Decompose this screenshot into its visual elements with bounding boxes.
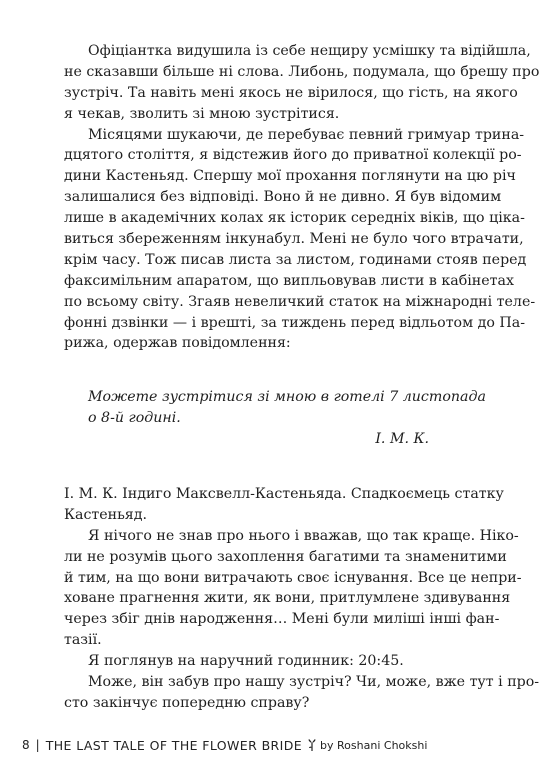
quote-block xyxy=(64,387,486,450)
text-line: сто закінчує попередню справу? xyxy=(64,694,310,711)
text-line: фонні дзвінки — і врешті, за тиждень перед відльотом до Па- xyxy=(64,314,526,331)
text-line: я чекав, зволить зі мною зустрітися. xyxy=(64,105,340,122)
text-line: ли не розумів цього захоплення багатими та знаменитими xyxy=(64,548,507,565)
quote-line: Можете зустрітися зі мною в готелі 7 листопада xyxy=(88,389,486,405)
text-line: факсимільним апаратом, що випльовував листи в кабінетах xyxy=(64,272,514,289)
text-line: лише в академічних колах як історик середніх віків, що ціка- xyxy=(64,210,525,227)
text-line: по всьому світу. Згаяв невеличкий статок на міжнародні теле- xyxy=(64,293,536,310)
author-name: by Roshani Chokshi xyxy=(320,738,428,752)
text-line: Я нічого не знав про нього і вважав, що так краще. Ніко- xyxy=(88,527,519,544)
text-line: виться збереженням інкунабул. Мені не було чого втрачати, xyxy=(64,231,524,248)
footer-separator: | xyxy=(35,738,40,752)
paragraph-block-1 xyxy=(64,41,539,354)
flower-icon xyxy=(307,738,317,752)
text-line: зустріч. Та навіть мені якось не вірилося, що гість, на якого xyxy=(64,84,518,101)
page-number: 8 xyxy=(22,738,30,752)
text-line: рижа, одержав повідомлення: xyxy=(64,335,291,352)
text-line: Я поглянув на наручний годинник: 20:45. xyxy=(88,653,404,670)
text-line: залишалися без відповіді. Воно й не дивно. Я був відомим xyxy=(64,189,502,206)
paragraph-block-2 xyxy=(64,484,539,714)
text-line: Може, він забув про нашу зустріч? Чи, може, вже тут і про- xyxy=(88,674,539,691)
text-line: й тим, на що вони витрачають своє існування. Все це непри- xyxy=(64,569,522,586)
page-footer xyxy=(22,735,427,755)
text-line: Офіціантка видушила із себе нещиру усмішку та відійшла, xyxy=(88,43,531,59)
text-line: ховане прагнення жити, як вони, притлумлене здивування xyxy=(64,590,511,607)
text-line: не сказавши більше ні слова. Либонь, подумала, що брешу про xyxy=(64,63,539,80)
text-line: тазії. xyxy=(64,632,102,649)
text-line: дцятого століття, я відстежив його до приватної колекції ро- xyxy=(64,147,522,164)
text-line: І. М. К. Індиго Максвелл-Кастеньяда. Спадкоємець статку xyxy=(64,486,504,502)
quote-line: о 8-й годині. xyxy=(88,409,181,426)
text-line: через збіг днів народження… Мені були миліші інші фан- xyxy=(64,611,500,628)
text-line: Кастеньяд. xyxy=(64,506,148,523)
series-title: THE LAST TALE OF THE FLOWER BRIDE xyxy=(45,737,303,753)
text-line: крім часу. Тож писав листа за листом, годинами стояв перед xyxy=(64,251,527,268)
text-line: дини Кастеньяд. Спершу мої прохання поглянути на цю річ xyxy=(64,168,516,185)
signature: І. М. К. xyxy=(375,430,429,447)
text-line: Місяцями шукаючи, де перебуває певний гримуар трина- xyxy=(88,126,525,143)
